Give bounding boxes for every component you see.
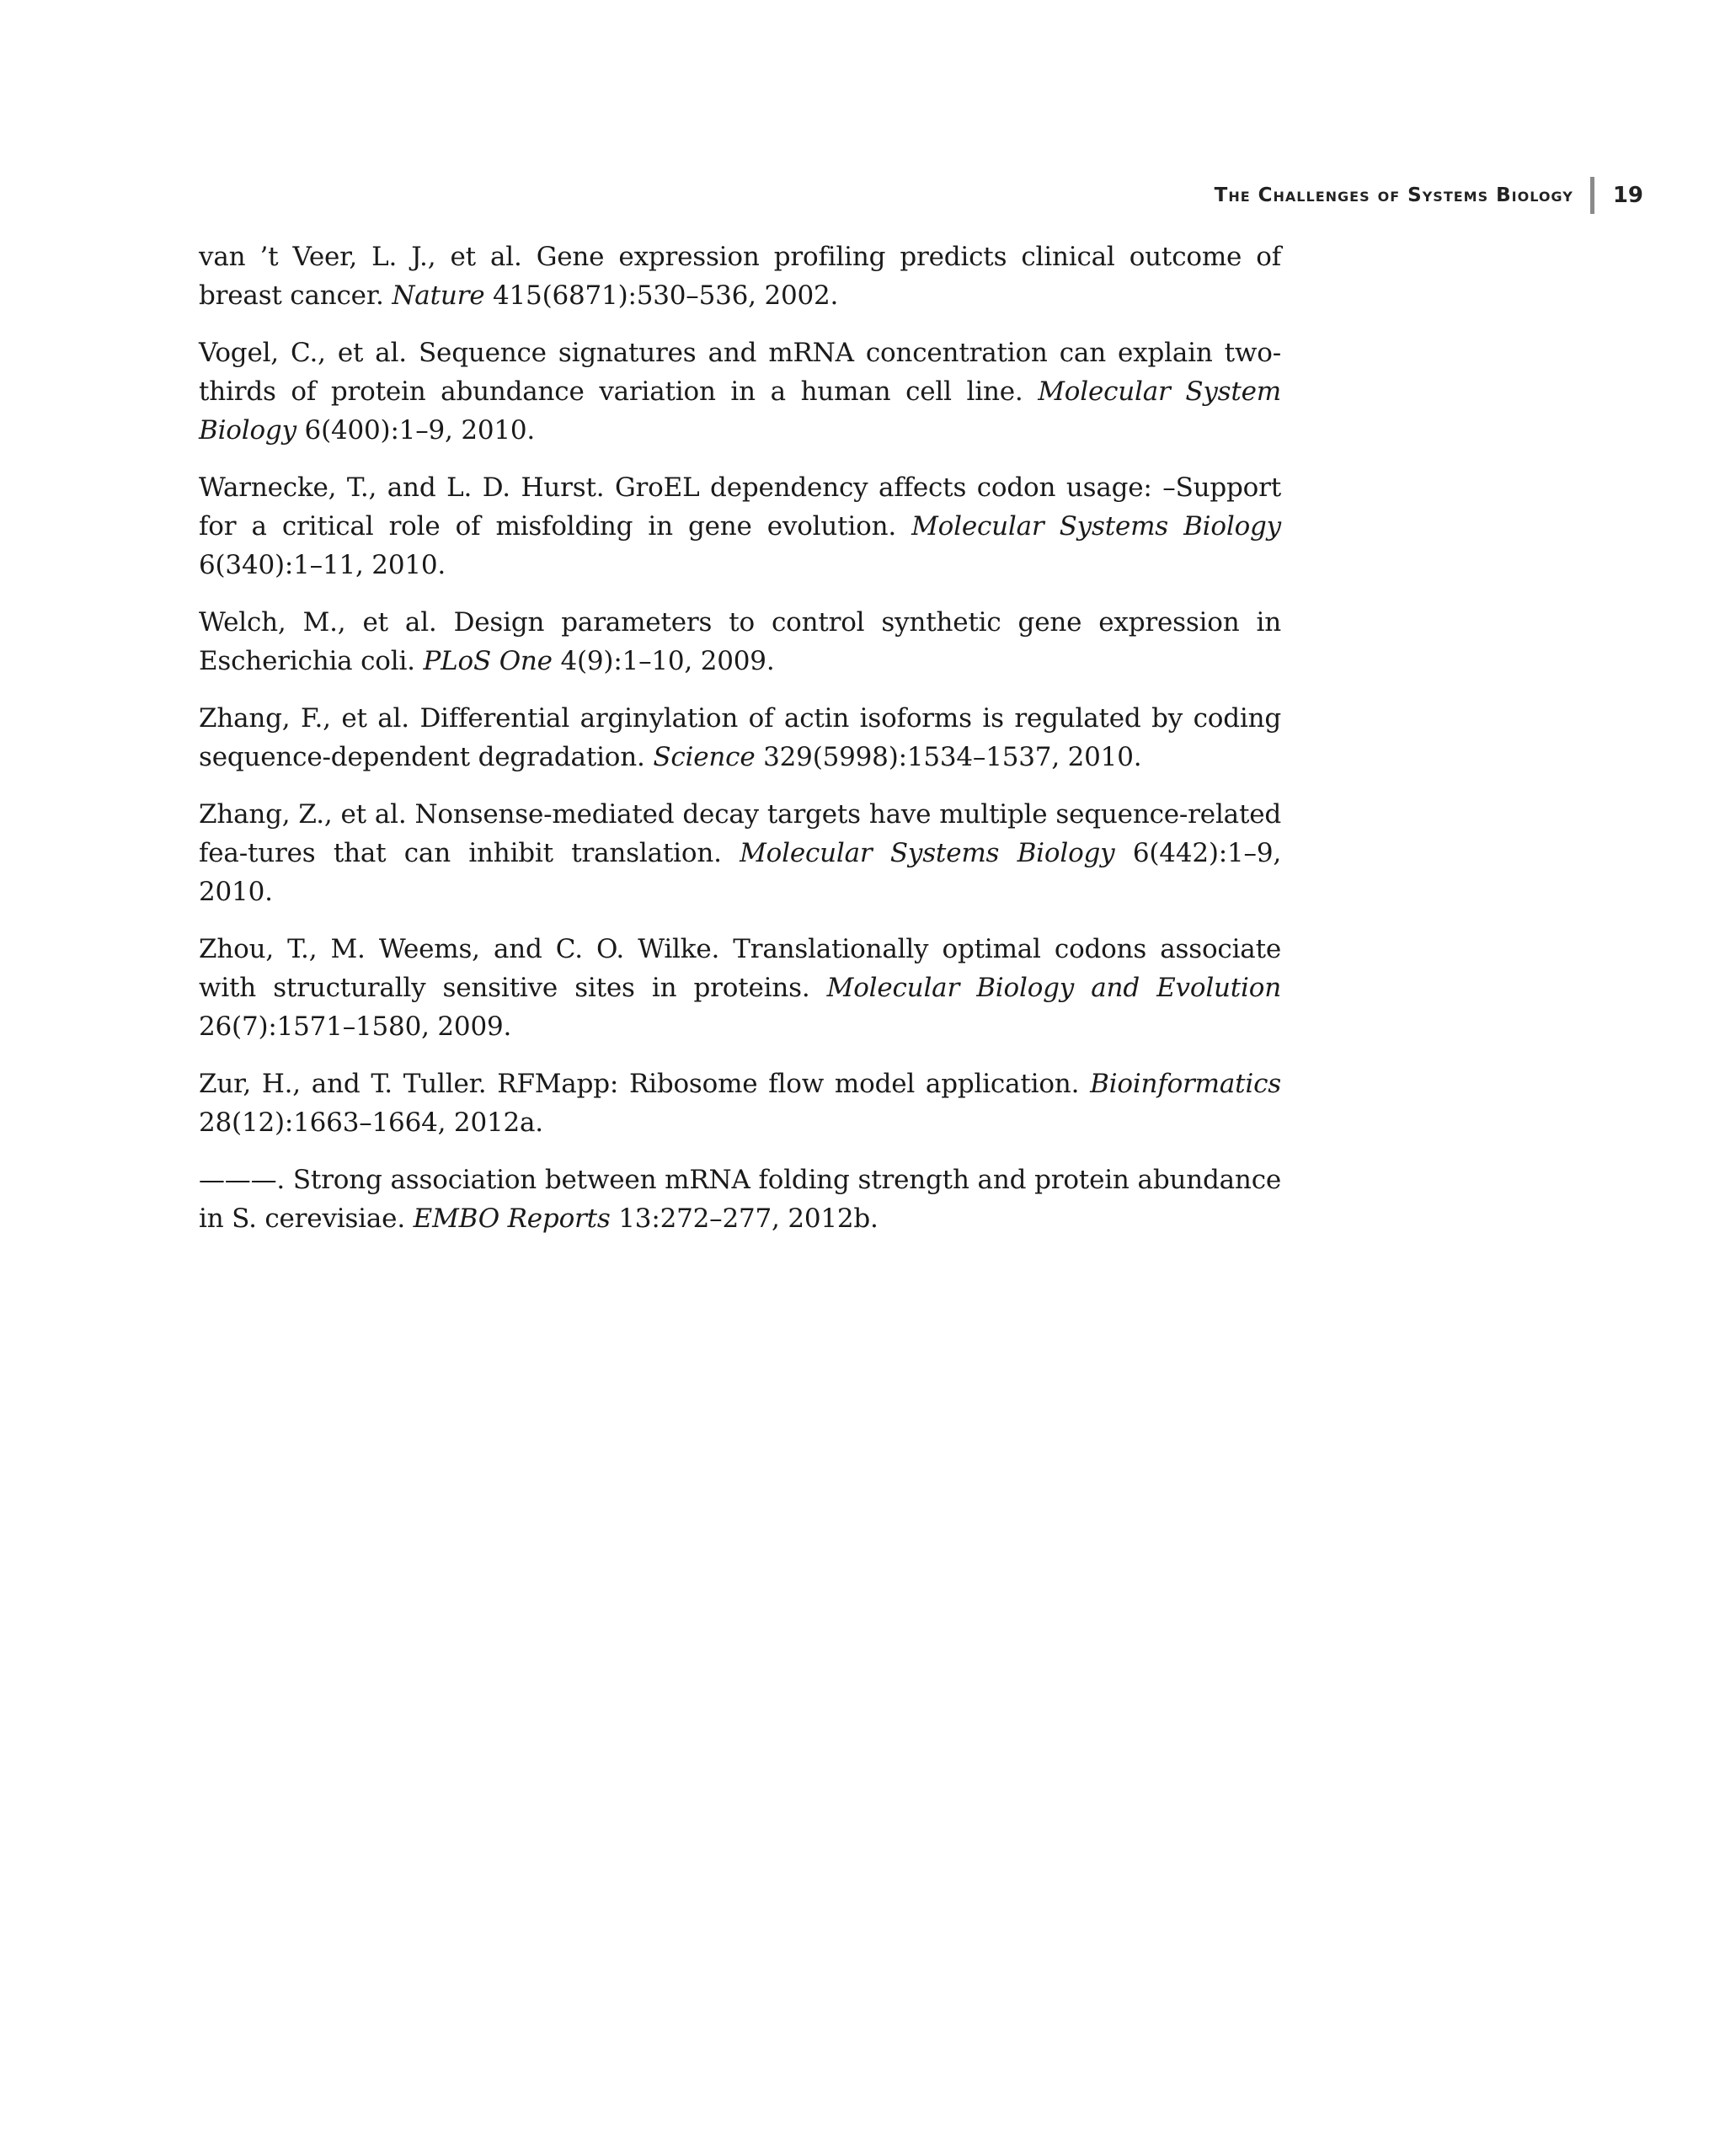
reference-citation: 13:272–277, 2012b. [610,1203,879,1234]
running-title: The Challenges of Systems Biology [1214,184,1573,206]
reference-authors-title: Warnecke, T., and L. D. Hurst. GroEL dependency affects codon usage: –Support for a critical role of misfolding in gene evolution. [199,472,1281,542]
reference-authors-title: Zhang, F., et al. Differential arginylation of actin isoforms is regulated by coding sequence-dependent degradation. [199,703,1281,772]
running-header [1215,177,1643,214]
header-divider [1590,177,1594,214]
reference-entry [199,1065,1281,1142]
reference-entry [199,603,1281,680]
reference-journal: Science [653,742,756,772]
reference-journal: EMBO Reports [413,1203,611,1234]
reference-journal: Molecular Systems Biology [740,838,1115,868]
reference-list [199,237,1281,1257]
reference-authors-title: ———. Strong association between mRNA folding strength and protein abundance in S. cerevisiae. [199,1165,1281,1234]
reference-entry [199,930,1281,1046]
reference-journal: Molecular System Biology [199,376,1281,446]
reference-citation: 415(6871):530–536, 2002. [484,280,839,311]
reference-entry [199,334,1281,450]
reference-authors-title: Zhang, Z., et al. Nonsense-mediated decay targets have multiple sequence-related fea-tures that can inhibit translation. [199,799,1281,868]
reference-journal: Molecular Biology and Evolution [826,973,1282,1003]
reference-journal: Bioinformatics [1090,1069,1281,1099]
reference-citation: 26(7):1571–1580, 2009. [199,1011,512,1042]
reference-citation: 28(12):1663–1664, 2012a. [199,1107,543,1138]
reference-journal: Nature [392,280,485,311]
reference-citation: 6(340):1–11, 2010. [199,550,446,580]
reference-entry [199,237,1281,315]
reference-citation: 4(9):1–10, 2009. [552,646,775,676]
reference-citation: 6(400):1–9, 2010. [296,415,536,446]
reference-journal: Molecular Systems Biology [911,511,1281,542]
reference-citation: 6(442):1–9, 2010. [199,838,1282,907]
reference-journal: PLoS One [423,646,553,676]
reference-authors-title: van ’t Veer, L. J., et al. Gene expression profiling predicts clinical outcome of breast cancer. [199,242,1281,311]
reference-citation: 329(5998):1534–1537, 2010. [755,742,1142,772]
reference-authors-title: Vogel, C., et al. Sequence signatures and mRNA concentration can explain two-thirds of protein abundance variation in a human cell line. [199,338,1281,407]
reference-entry [199,1161,1281,1238]
reference-entry [199,699,1281,776]
reference-entry [199,795,1281,911]
reference-entry [199,468,1281,584]
reference-authors-title: Zur, H., and T. Tuller. RFMapp: Ribosome flow model application. [199,1069,1091,1099]
reference-authors-title: Welch, M., et al. Design parameters to control synthetic gene expression in Escherichia coli. [199,607,1281,676]
page-number: 19 [1612,183,1643,208]
reference-authors-title: Zhou, T., M. Weems, and C. O. Wilke. Translationally optimal codons associate with structurally sensitive sites in proteins. [199,934,1281,1003]
